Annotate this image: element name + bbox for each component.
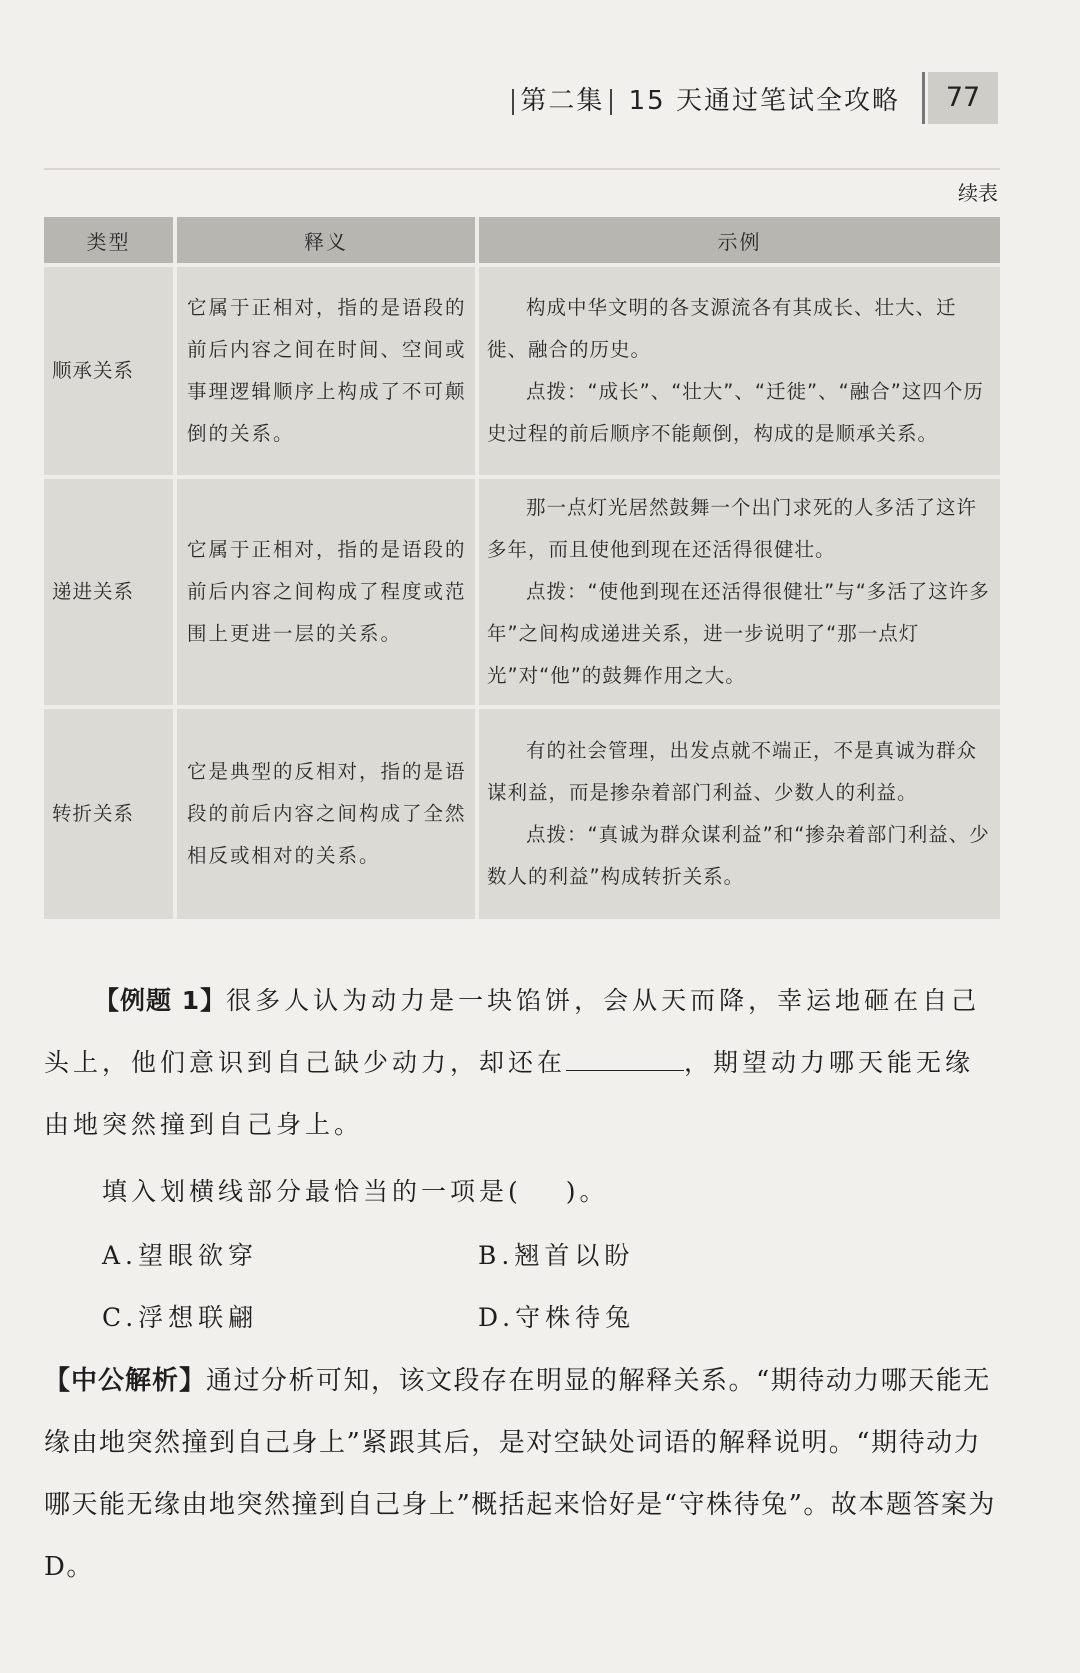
table-row — [44, 707, 1000, 919]
cell-type: 递进关系 — [44, 477, 175, 707]
question-prompt — [102, 1172, 802, 1212]
cell-example — [477, 265, 1000, 477]
cell-type: 转折关系 — [44, 707, 175, 919]
cell-example — [477, 707, 1000, 919]
cell-definition: 它属于正相对，指的是语段的前后内容之间在时间、空间或事理逻辑顺序上构成了不可颠倒的关系。 — [175, 265, 477, 477]
running-header — [0, 70, 1080, 130]
cell-type: 顺承关系 — [44, 265, 175, 477]
question-text-after: ，期望动力哪天能无缘由地突然撞到自己身上。 — [44, 1048, 975, 1139]
example-text: 那一点灯光居然鼓舞一个出门求死的人多活了这许多年，而且使他到现在还活得很健壮。 — [487, 496, 978, 561]
cell-definition: 它是典型的反相对，指的是语段的前后内容之间构成了全然相反或相对的关系。 — [175, 707, 477, 919]
question-tag: 【例题 1】 — [94, 986, 227, 1015]
header-divider — [610, 89, 612, 115]
table-header-row — [44, 217, 1000, 265]
analysis-paragraph — [44, 1350, 1000, 1598]
column-header-type: 类型 — [44, 217, 175, 265]
prompt-text-after: )。 — [565, 1177, 609, 1206]
prompt-text-before: 填入划横线部分最恰当的一项是( — [102, 1177, 522, 1206]
option-c: C.浮想联翩 — [102, 1303, 259, 1332]
header-part: 第二集 — [520, 86, 605, 116]
question-text-before: 很多人认为动力是一块馅饼，会从天而降，幸运地砸在自己头上，他们意识到自己缺少动力，却还在 — [44, 986, 981, 1077]
relationship-table — [44, 217, 1000, 919]
option-b: B.翘首以盼 — [478, 1241, 635, 1270]
example-text: 有的社会管理，出发点就不端正，不是真诚为群众谋利益，而是掺杂着部门利益、少数人的利益。 — [487, 739, 978, 804]
example-note: 点拨：“成长”、“壮大”、“迁徙”、“融合”这四个历史过程的前后顺序不能颠倒，构成的是顺承关系。 — [487, 380, 984, 445]
divider — [44, 168, 1000, 170]
cell-definition: 它属于正相对，指的是语段的前后内容之间构成了程度或范围上更进一层的关系。 — [175, 477, 477, 707]
table-row — [44, 265, 1000, 477]
header-title — [506, 80, 900, 117]
example-note: 点拨：“使他到现在还活得很健壮”与“多活了这许多年”之间构成递进关系，进一步说明了“那一点灯光”对“他”的鼓舞作用之大。 — [487, 580, 990, 687]
analysis-tag: 【中公解析】 — [44, 1366, 207, 1396]
answer-blank — [566, 1043, 684, 1071]
continued-label: 续表 — [958, 181, 998, 205]
column-header-example: 示例 — [477, 217, 1000, 265]
option-a: A.望眼欲穿 — [102, 1241, 259, 1270]
column-header-definition: 释义 — [175, 217, 477, 265]
example-note: 点拨：“真诚为群众谋利益”和“掺杂着部门利益、少数人的利益”构成转折关系。 — [487, 823, 990, 888]
analysis-text: 通过分析可知，该文段存在明显的解释关系。“期待动力哪天能无缘由地突然撞到自己身上”紧跟其后，是对空缺处词语的解释说明。“期待动力哪天能无缘由地突然撞到自己身上”概括起来恰好是“守株待兔”。故本题答案为 D。 — [44, 1366, 996, 1582]
option-d: D.守株待兔 — [478, 1303, 636, 1332]
cell-example — [477, 477, 1000, 707]
header-book-title: 15 天通过笔试全攻略 — [628, 86, 900, 116]
page-number: 77 — [928, 72, 998, 124]
header-divider — [512, 89, 514, 115]
header-rule — [922, 72, 925, 124]
example-text: 构成中华文明的各支源流各有其成长、壮大、迁徙、融合的历史。 — [487, 296, 957, 361]
table-row — [44, 477, 1000, 707]
question-stem — [44, 970, 1000, 1156]
